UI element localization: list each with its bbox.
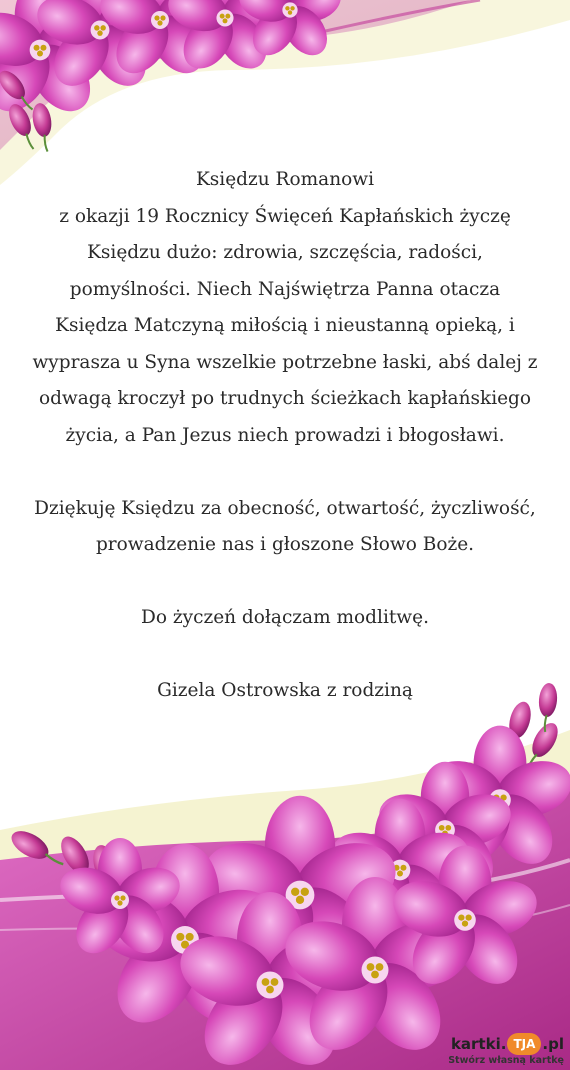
greeting-message — [22, 162, 548, 710]
brand-tagline: Stwórz własną kartkę — [448, 1055, 564, 1066]
message-line: z okazji 19 Rocznicy Święceń Kapłańskich życzę — [59, 205, 511, 227]
message-line: odwagą kroczył po trudnych ścieżkach kapłańskiego — [38, 388, 532, 409]
paragraph-gap — [22, 564, 548, 601]
top-floral-cluster — [0, 0, 570, 185]
brand-badge-icon: TJA — [507, 1033, 541, 1055]
message-signature: Gizela Ostrowska z rodziną — [157, 680, 413, 701]
brand-logo — [448, 1031, 564, 1057]
paragraph-gap — [22, 637, 548, 674]
message-line: pomyślności. Niech Najświętrza Panna otacza — [69, 278, 501, 300]
message-line: prowadzenie nas i głoszone Słowo Boże. — [95, 534, 475, 555]
message-line: Księdza Matczyną miłością i nieustanną opieką, i — [55, 315, 515, 336]
message-line: życia, a Pan Jezus niech prowadzi i błogosławi. — [65, 424, 505, 446]
message-line: Dziękuję Księdzu za obecność, otwartość, życzliwość, — [34, 497, 536, 519]
brand-name-right: .pl — [542, 1035, 564, 1053]
brand-name-left: kartki. — [450, 1035, 507, 1053]
message-line: wyprasza u Syna wszelkie potrzebne łaski, abś dalej z — [32, 351, 538, 373]
message-line: Księdzu dużo: zdrowia, szczęścia, radości, — [87, 242, 483, 263]
bottom-floral-cluster — [0, 682, 570, 1070]
message-line-recipient: Księdzu Romanowi — [195, 169, 374, 190]
paragraph-gap — [22, 454, 548, 491]
message-line: Do życzeń dołączam modlitwę. — [141, 607, 429, 628]
kartki-watermark-link[interactable] — [448, 1031, 564, 1066]
